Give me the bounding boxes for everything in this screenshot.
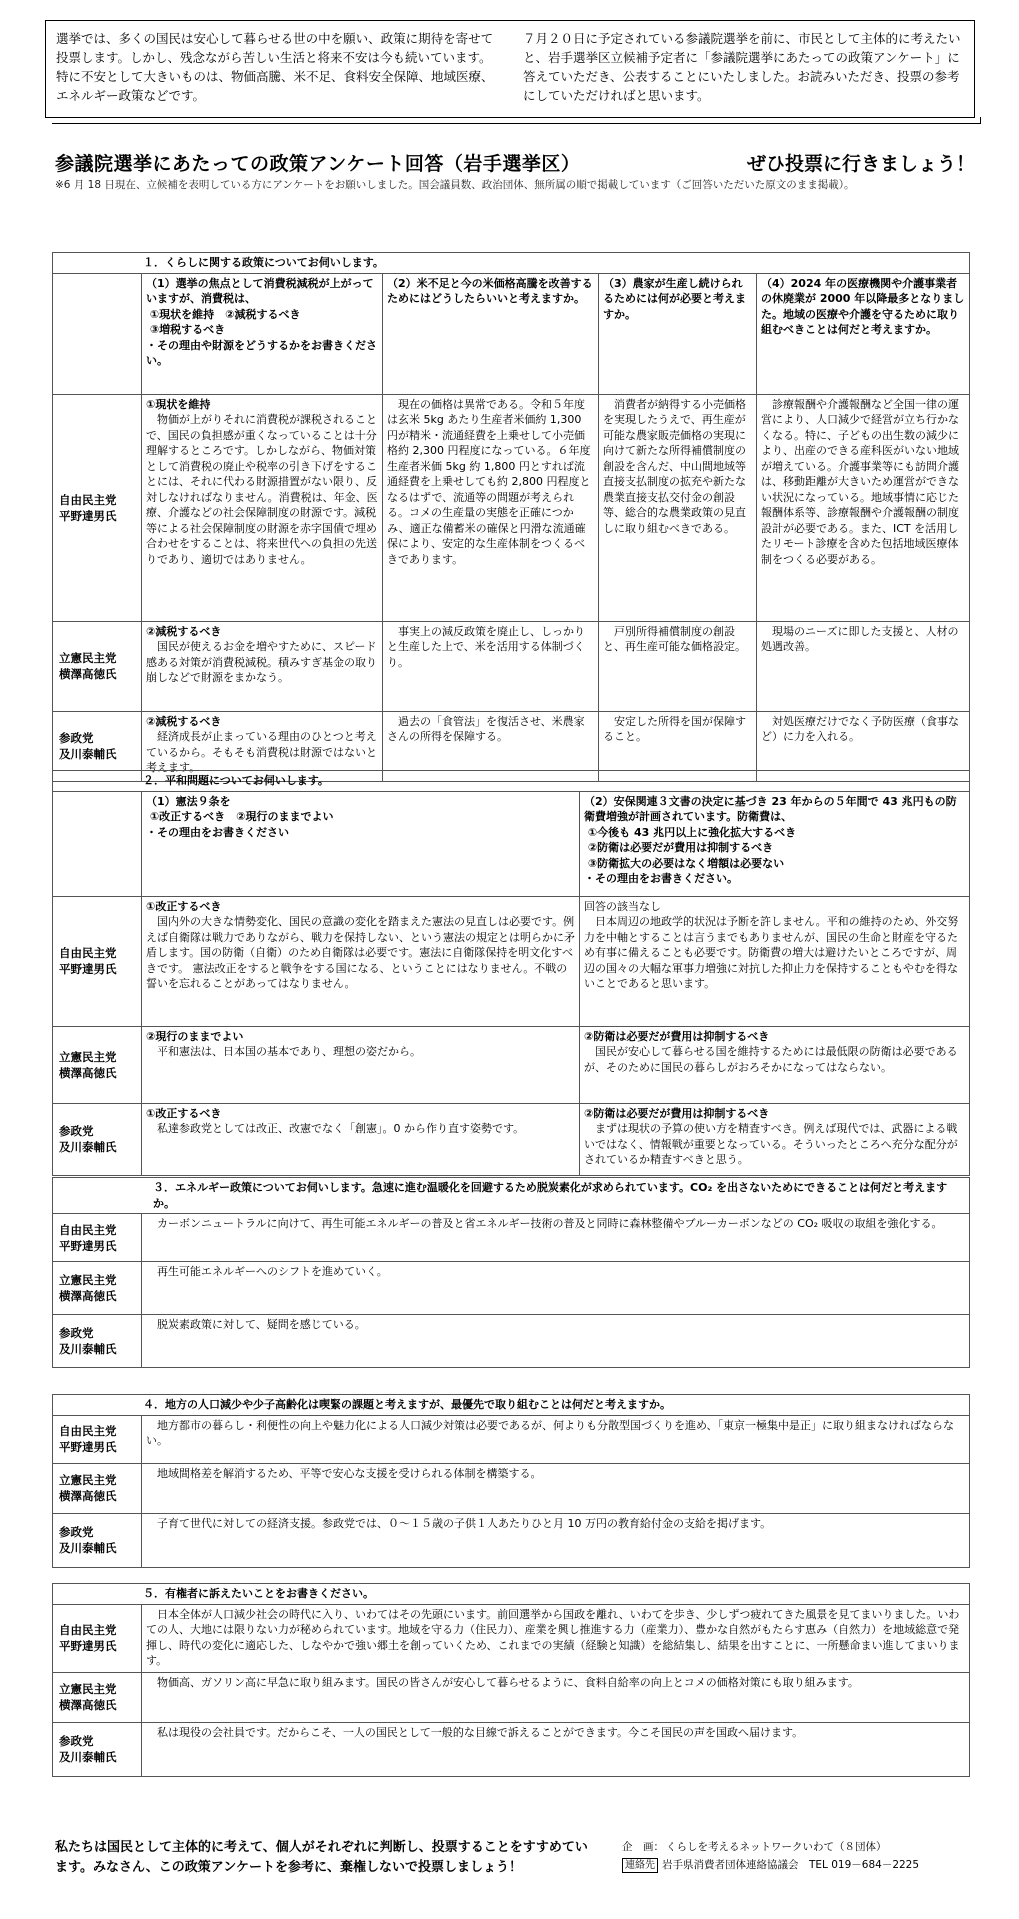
answer-cell: 私は現役の会社員です。だからこそ、一人の国民として一般的な目線で訴えることができます。今こそ国民の声を国政へ届けます。	[142, 1722, 970, 1776]
answer-cell: 回答の該当なし 日本周辺の地政学的状況は予断を許しません。平和の維持のため、外交努力を中軸とすることは言うまでもありませんが、国民の生命と財産を守るため有事に備えることも必要です。防衛費の増大は避けたいところですが、周辺の国々の大幅な軍事力増強に対抗した抑止力を保持することもやむを得ないことであると思います。	[580, 896, 970, 1026]
intro-box	[45, 20, 975, 118]
s2-question-2: （2）安保関連３文書の決定に基づき 23 年からの５年間で 43 兆円もの防衛費増強が計画されています。防衛費は、 ①今後も 43 兆円以上に強化拡大するべき ②防衛は必要だが費用は抑制するべき ③防衛拡大の必要はなく増額は必要ない ・その理由をお書きください。	[580, 791, 970, 896]
party-cell-ldp: 自由民主党 平野達男氏	[53, 1604, 142, 1672]
answer-cell: 地方都市の暮らし・利便性の向上や魅力化による人口減少対策は必要であるが、何よりも分散型国づくりを進め、「東京一極集中是正」に取り組まなければならない。	[142, 1415, 970, 1463]
footer-message: 私たちは国民として主体的に考えて、個人がそれぞれに判断し、投票することをすすめています。みなさん、この政策アンケートを参考に、棄権しないで投票しましょう！	[55, 1840, 588, 1875]
corner-cell	[53, 273, 142, 394]
answer-cell: ①改正するべき 私達参政党としては改正、改憲でなく「創憲」。0 から作り直す姿勢です。	[142, 1103, 580, 1175]
party-cell-ldp: 自由民主党 平野達男氏	[53, 1214, 142, 1262]
answer-cell: ②防衛は必要だが費用は抑制するべき 国民が安心して暮らせる国を維持するためには最低限の防衛は必要であるが、そのために国民の暮らしがおろそかになってはならない。	[580, 1026, 970, 1103]
party-cell-sanseito: 参政党 及川泰輔氏	[53, 1315, 142, 1368]
section4-heading: ４．地方の人口減少や少子高齢化は喫緊の課題と考えますが、最優先で取り組むことは何だと考えますか。	[53, 1395, 970, 1416]
section3-table	[52, 1177, 970, 1368]
plan-value: くらしを考えるネットワークいわて（８団体）	[666, 1841, 887, 1853]
answer-cell: 対処医療だけでなく予防医療（食事など）に力を入れる。	[757, 711, 970, 781]
s1-question-4: （4）2024 年の医療機関や介護事業者の休廃業が 2000 年以降最多となりました。地域の医療や介護を守るために取り組むべきことは何だと考えますか。	[757, 273, 970, 394]
section1-table	[52, 252, 970, 782]
answer-cell: 現在の価格は異常である。令和５年度は玄米 5kg あたり生産者米価約 1,300 円が精米・流通経費を上乗せして小売価格約 2,300 円程度になっている。６年度生産者米価 5kg 約 1,800 円とすれば流通経費を上乗せしても約 2,800 円程度となるはずで、流通等の問題が考えられる。コメの生産量の実態を正確につかみ、適正な備蓄米の確保と円滑な流通確保により、安定的な生産体制をつくるべきであります。	[383, 394, 599, 621]
party-cell-sanseito: 参政党 及川泰輔氏	[53, 1513, 142, 1567]
answer-cell: 消費者が納得する小売価格を実現したうえで、再生産が可能な農家販売価格の実現に向けて新たな所得補償制度の創設を含んだ、中山間地域等直接支払制度の拡充や新たな農業直接支払交付金の創設等、総合的な農業政策の見直しに取り組むべきである。	[599, 394, 757, 621]
intro-left: 選挙では、多くの国民は安心して暮らせる世の中を願い、政策に期待を寄せて投票します。しかし、残念ながら苦しい生活と将来不安は今も続いています。特に不安として大きいものは、物価高騰、米不足、食料安全保障、地域医療、エネルギー政策などです。	[56, 31, 494, 103]
party-cell-sanseito: 参政党 及川泰輔氏	[53, 711, 142, 781]
answer-cell: 安定した所得を国が保障すること。	[599, 711, 757, 781]
s1-question-1: （1）選挙の焦点として消費税減税が上がっていますが、消費税は、 ①現状を維持 ②減税するべき ③増税するべき ・その理由や財源をどうするかをお書きください。	[142, 273, 383, 394]
contact-row	[622, 1856, 982, 1874]
answer-cell: 戸別所得補償制度の創設と、再生産可能な価格設定。	[599, 621, 757, 711]
page-title: 参議院選挙にあたっての政策アンケート回答（岩手選挙区）	[55, 153, 581, 175]
party-cell-ldp: 自由民主党 平野達男氏	[53, 394, 142, 621]
answer-cell: 過去の「食管法」を復活させ、米農家さんの所得を保障する。	[383, 711, 599, 781]
section4-table	[52, 1394, 970, 1568]
answer-cell: 日本全体が人口減少社会の時代に入り、いわてはその先頭にいます。前回選挙から国政を離れ、いわてを歩き、少しずつ疲れてきた風景を見てまいりました。いわての人、大地には限りない力が秘められています。地域を守る力（住民力）、産業を興し推進する力（産業力）、豊かな自然がもたらす恵み（自然力）を地域総意で発揮し、時代の変化に適応した、しなやかで強い郷土を創っていくため、これまでの実績（経験と知識）を総結集し、結果を出すことに、一所懸命まい進してまいります。	[142, 1604, 970, 1672]
answer-cell: ①現状を維持 物価が上がりそれに消費税が課税されることで、国民の負担感が重くなっていることは十分理解するところです。しかしながら、物価対策として消費税の廃止や税率の引き下げをすることには、それに代わる財源措置がない限り、反対しなければなりません。消費税は、年金、医療、介護などの社会保障制度の財源です。減税等による社会保障制度の財源を赤字国債で埋め合わせをすることは、将来世代への負担の先送りであり、適切ではありません。	[142, 394, 383, 621]
answer-cell: ②減税するべき 経済成長が止まっている理由のひとつと考えているから。そもそも消費税は財源ではないと考えます。	[142, 711, 383, 781]
answer-cell: 子育て世代に対しての経済支援。参政党では、０～１５歳の子供１人あたりひと月 10 万円の教育給付金の支給を掲げます。	[142, 1513, 970, 1567]
party-cell-sanseito: 参政党 及川泰輔氏	[53, 1103, 142, 1175]
corner-cell	[53, 791, 142, 896]
answer-cell: カーボンニュートラルに向けて、再生可能エネルギーの普及と省エネルギー技術の普及と同時に森林整備やブルーカーボンなどの CO₂ 吸収の取組を強化する。	[142, 1214, 970, 1262]
vote-call: ぜひ投票に行きましょう！	[746, 153, 975, 175]
answer-cell: 地域間格差を解消するため、平等で安心な支援を受けられる体制を構築する。	[142, 1463, 970, 1513]
answer-cell: ②現行のままでよい 平和憲法は、日本国の基本であり、理想の姿だから。	[142, 1026, 580, 1103]
party-cell-cdp: 立憲民主党 横澤高徳氏	[53, 1262, 142, 1315]
contact-label: 連絡先	[622, 1858, 658, 1873]
plan-label: 企 画：	[622, 1841, 664, 1853]
answer-cell: 物価高、ガソリン高に早急に取り組みます。国民の皆さんが安心して暮らせるように、食料自給率の向上とコメの価格対策にも取り組みます。	[142, 1672, 970, 1722]
answer-cell: 診療報酬や介護報酬など全国一律の運営により、人口減少で経営が立ち行かなくなる。特に、子どもの出生数の減少により、出産のできる産科医がいない地域が増えている。介護事業等にも訪問介護は、移動距離が大きいため運営ができない状況になっている。地域事情に応じた報酬体系等、診療報酬や介護報酬の制度設計が必要である。また、ICT を活用したリモート診療を含めた包括地域医療体制をつくる必要がある。	[757, 394, 970, 621]
party-cell-sanseito: 参政党 及川泰輔氏	[53, 1722, 142, 1776]
party-cell-ldp: 自由民主党 平野達男氏	[53, 1415, 142, 1463]
section2-heading: ２．平和問題についてお伺いします。	[53, 771, 970, 792]
answer-cell: 現場のニーズに即した支援と、人材の処遇改善。	[757, 621, 970, 711]
intro-right: ７月２０日に予定されている参議院選挙を前に、市民として主体的に考えたいと、岩手選挙区立候補予定者に「参議院選挙にあたっての政策アンケート」に答えていただき、公表することにいたしました。お読みいただき、投票の参考にしていただければと思います。	[523, 31, 961, 103]
answer-cell: ②防衛は必要だが費用は抑制するべき まずは現状の予算の使い方を精査すべき。例えば現代では、武器による戦いではなく、情報戦が重要となっている。そういったところへ充分な配分がされているか精査すべきと思う。	[580, 1103, 970, 1175]
answer-cell: 脱炭素政策に対して、疑問を感じている。	[142, 1315, 970, 1368]
footer-credits	[622, 1838, 982, 1874]
party-cell-cdp: 立憲民主党 横澤高徳氏	[53, 1026, 142, 1103]
s1-question-2: （2）米不足と今の米価格高騰を改善するためにはどうしたらいいと考えますか。	[383, 273, 599, 394]
s2-question-1: （1）憲法９条を ①改正するべき ②現行のままでよい ・その理由をお書きください	[142, 791, 580, 896]
answer-cell: 再生可能エネルギーへのシフトを進めていく。	[142, 1262, 970, 1315]
party-cell-cdp: 立憲民主党 横澤高徳氏	[53, 1463, 142, 1513]
s1-question-3: （3）農家が生産し続けられるためには何が必要と考えますか。	[599, 273, 757, 394]
section5-heading: ５．有権者に訴えたいことをお書きください。	[53, 1584, 970, 1605]
answer-cell: 事実上の減反政策を廃止し、しっかりと生産した上で、米を活用する体制づくり。	[383, 621, 599, 711]
answer-cell: ①改正するべき 国内外の大きな情勢変化、国民の意識の変化を踏まえた憲法の見直しは必要です。例えば自衛隊は戦力でありながら、戦力を保持しない、という憲法の規定とは明らかに矛盾します。国の防衛（自衛）のため自衛隊は必要です。憲法に自衛隊保持を明文化すべきです。 憲法改正をすると戦争をする国になる、ということにはなりません。不戦の誓いを忘れることがあってはなりません。	[142, 896, 580, 1026]
contact-value: 岩手県消費者団体連絡協議会 TEL 019－684－2225	[662, 1859, 920, 1871]
section2-table	[52, 770, 970, 1176]
plan-row	[622, 1838, 982, 1856]
party-cell-ldp: 自由民主党 平野達男氏	[53, 896, 142, 1026]
section5-table	[52, 1583, 970, 1777]
survey-note: ※6 月 18 日現在、立候補を表明している方にアンケートをお願いしました。国会議員数、政治団体、無所属の順で掲載しています（ご回答いただいた原文のまま掲載）。	[55, 179, 855, 191]
party-cell-cdp: 立憲民主党 横澤高徳氏	[53, 1672, 142, 1722]
title-row	[55, 149, 985, 176]
section3-heading: ３．エネルギー政策についてお伺いします。急速に進む温暖化を回避するため脱炭素化が求められています。CO₂ を出さないためにできることは何だと考えますか。	[53, 1178, 970, 1214]
answer-cell: ②減税するべき 国民が使えるお金を増やすために、スピード感ある対策が消費税減税。積みすぎ基金の取り崩しなどで財源をまかなう。	[142, 621, 383, 711]
party-cell-cdp: 立憲民主党 横澤高徳氏	[53, 621, 142, 711]
section1-heading: １．くらしに関する政策についてお伺いします。	[53, 253, 970, 274]
